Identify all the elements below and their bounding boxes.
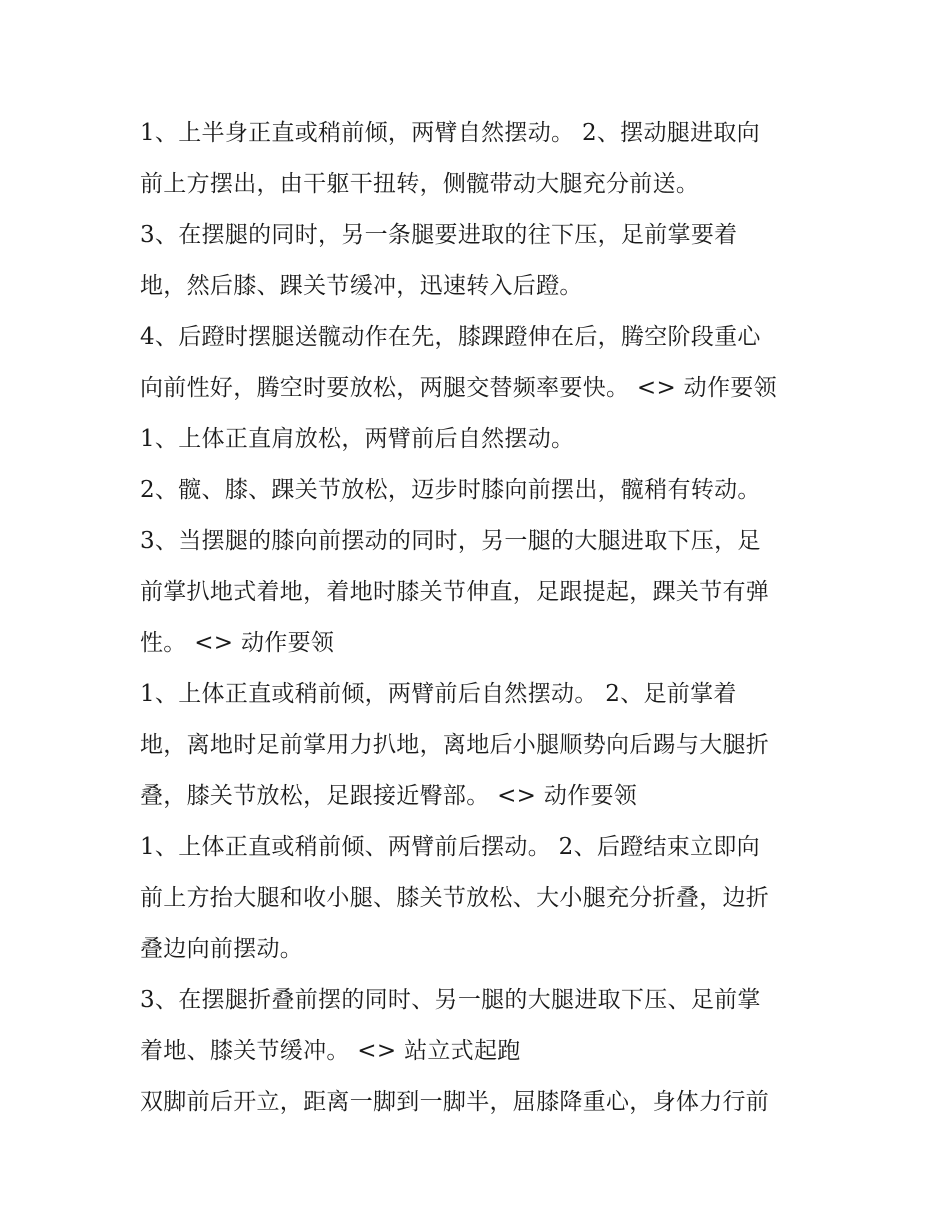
text-line: 向前性好，腾空时要放松，两腿交替频率要快。 <> 动作要领	[140, 375, 777, 401]
text-line: 前上方摆出，由干躯干扭转，侧髋带动大腿充分前送。	[140, 171, 700, 197]
text-line: 地，然后膝、踝关节缓冲，迅速转入后蹬。	[140, 273, 583, 299]
text-line: 叠，膝关节放松，足跟接近臀部。 <> 动作要领	[140, 783, 638, 809]
text-line: 地，离地时足前掌用力扒地，离地后小腿顺势向后踢与大腿折	[140, 732, 770, 758]
text-line: 前掌扒地式着地，着地时膝关节伸直，足跟提起，踝关节有弹	[140, 579, 770, 605]
text-line: 4、后蹬时摆腿送髋动作在先，膝踝蹬伸在后，腾空阶段重心	[140, 324, 761, 350]
text-line: 前上方抬大腿和收小腿、膝关节放松、大小腿充分折叠，边折	[140, 885, 770, 911]
text-line: 1、上半身正直或稍前倾，两臂自然摆动。 2、摆动腿进取向	[140, 120, 760, 146]
text-line: 着地、膝关节缓冲。 <> 站立式起跑	[140, 1038, 521, 1064]
text-line: 3、在摆腿折叠前摆的同时、另一腿的大腿进取下压、足前掌	[140, 987, 761, 1013]
text-line: 双脚前后开立，距离一脚到一脚半，屈膝降重心，身体力行前	[140, 1089, 770, 1115]
text-line: 2、髋、膝、踝关节放松，迈步时膝向前摆出，髋稍有转动。	[140, 477, 761, 503]
text-line: 1、上体正直肩放松，两臂前后自然摆动。	[140, 426, 575, 452]
text-line: 1、上体正直或稍前倾、两臂前后摆动。 2、后蹬结束立即向	[140, 834, 760, 860]
text-line: 叠边向前摆动。	[140, 936, 304, 962]
text-line: 性。 <> 动作要领	[140, 630, 335, 656]
text-line: 3、当摆腿的膝向前摆动的同时，另一腿的大腿进取下压，足	[140, 528, 761, 554]
text-line: 1、上体正直或稍前倾，两臂前后自然摆动。 2、足前掌着	[140, 681, 737, 707]
text-line: 3、在摆腿的同时，另一条腿要进取的往下压，足前掌要着	[140, 222, 738, 248]
document-body	[140, 108, 820, 1128]
